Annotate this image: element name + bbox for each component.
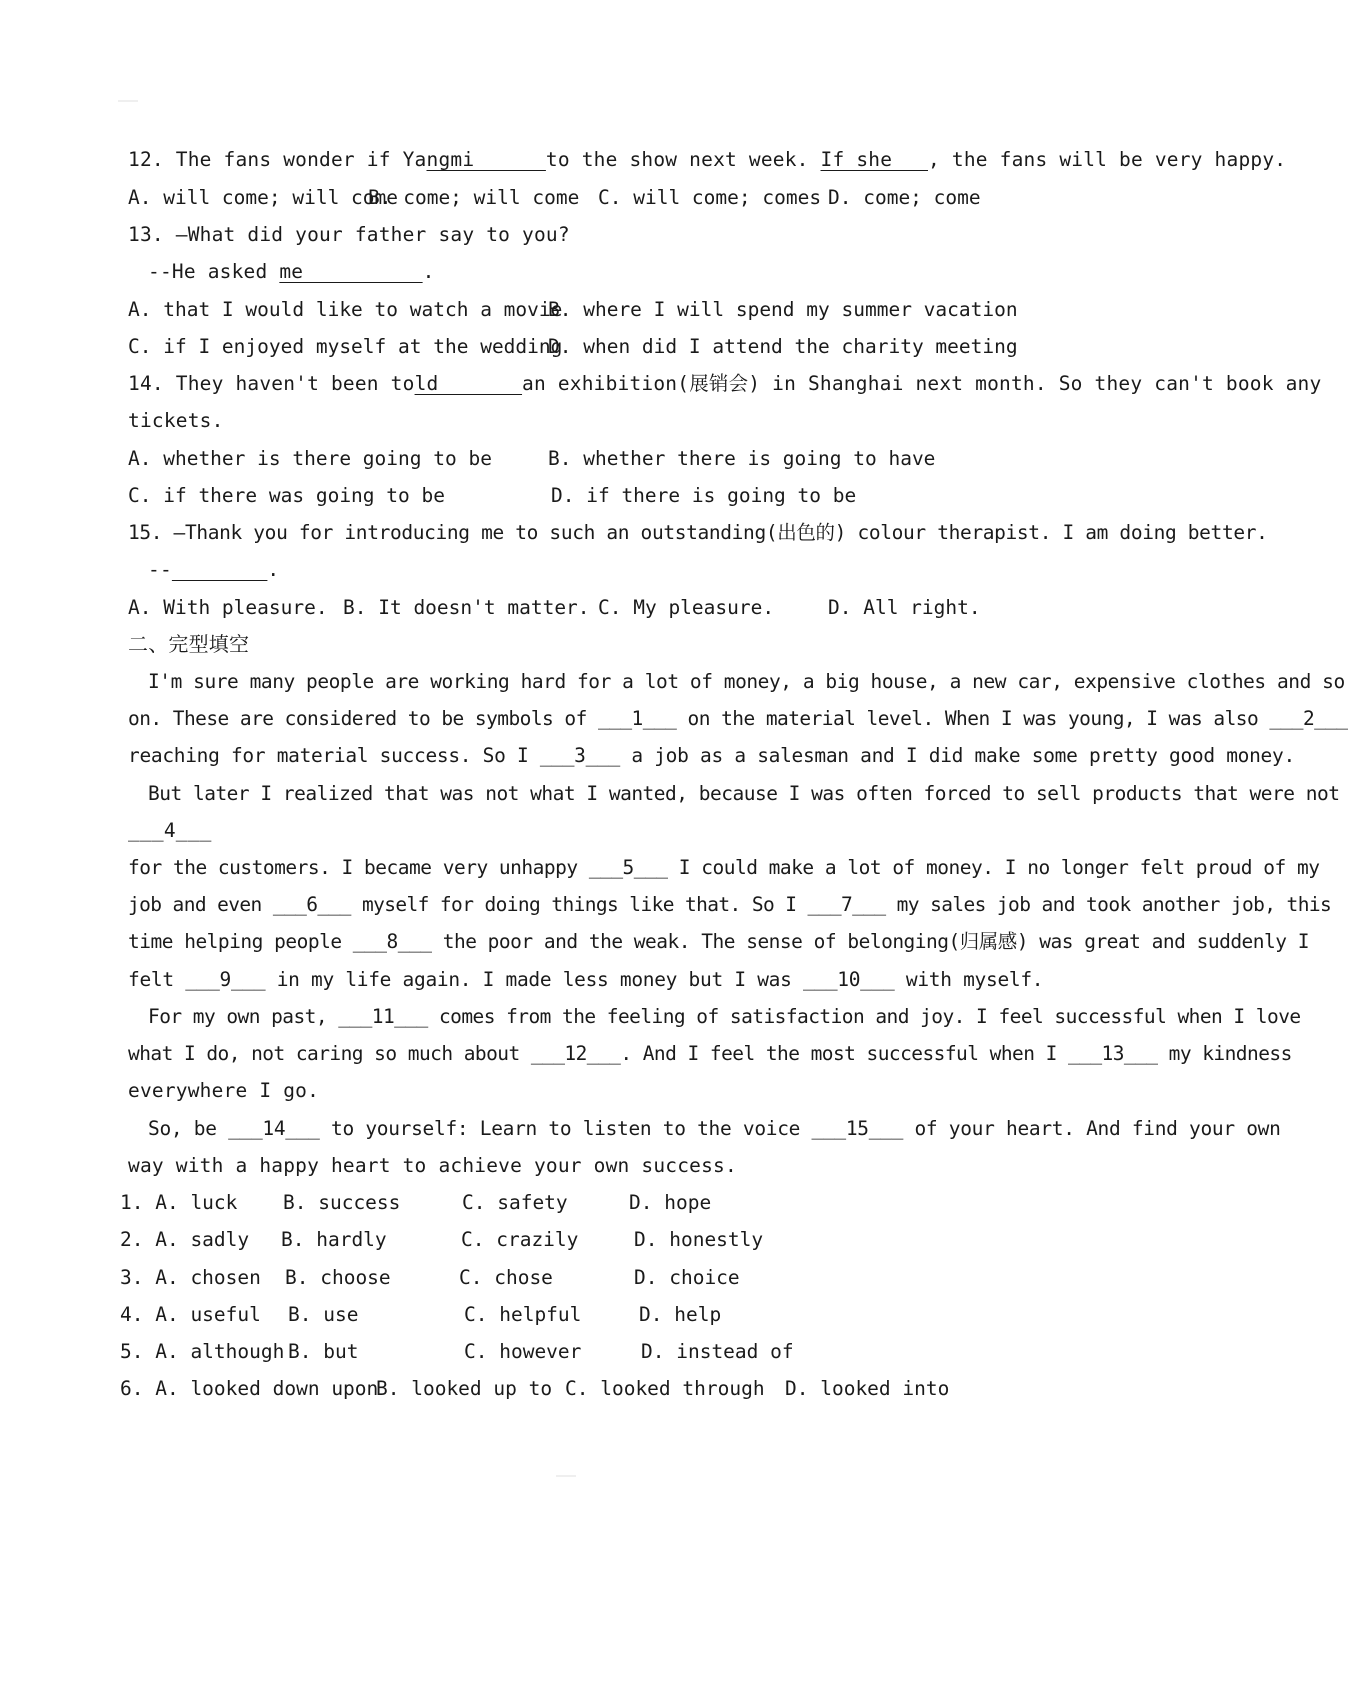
choice-1-b: B. success bbox=[283, 1191, 401, 1214]
q12-option-d: D. come; come bbox=[828, 186, 981, 209]
choice-4-c: C. helpful bbox=[464, 1303, 582, 1326]
passage-line-9: felt ___9___ in my life again. I made less money but I was ___10___ with myself. bbox=[128, 968, 1044, 991]
choice-6-a: 6. A. looked down upon bbox=[120, 1377, 379, 1400]
passage-line-6: for the customers. I became very unhappy ___5___ I could make a lot of money. I no longer felt proud of my bbox=[128, 856, 1320, 879]
choice-3-c: C. chose bbox=[459, 1266, 553, 1289]
question-12 bbox=[128, 148, 1286, 172]
question-14 bbox=[128, 372, 1321, 396]
q12-blank-1: ngmi bbox=[426, 148, 546, 171]
question-15: 15. —Thank you for introducing me to such an outstanding(出色的) colour therapist. I am doing better. bbox=[128, 521, 1268, 544]
passage-line-5: ___4___ bbox=[128, 819, 212, 842]
passage-line-11: what I do, not caring so much about ___12___. And I feel the most successful when I ___13___ my kindness bbox=[128, 1042, 1292, 1065]
q14-text-c: an exhibition(展销会) in Shanghai next month. So they can't book any bbox=[522, 372, 1322, 395]
passage-line-10: For my own past, ___11___ comes from the feeling of satisfaction and joy. I feel successful when I love bbox=[148, 1005, 1301, 1028]
section-2-title: 二、完型填空 bbox=[128, 632, 250, 656]
choice-2-b: B. hardly bbox=[281, 1228, 387, 1251]
q14-option-a: A. whether is there going to be bbox=[128, 447, 492, 470]
q12-blank-2: If she bbox=[820, 148, 928, 171]
q13-blank: me bbox=[279, 260, 423, 283]
choice-1-c: C. safety bbox=[462, 1191, 568, 1214]
q13-option-b: B. where I will spend my summer vacation bbox=[548, 298, 1018, 321]
passage-line-12: everywhere I go. bbox=[128, 1079, 320, 1102]
choice-4-a: 4. A. useful bbox=[120, 1303, 261, 1326]
q12-text-c: to the show next week. bbox=[545, 148, 821, 171]
passage-line-13: So, be ___14___ to yourself: Learn to listen to the voice ___15___ of your heart. And find your own bbox=[148, 1117, 1281, 1140]
choice-5-a: 5. A. although bbox=[120, 1340, 285, 1363]
passage-line-1: I'm sure many people are working hard for a lot of money, a big house, a new car, expensive clothes and so bbox=[148, 670, 1345, 693]
choice-5-d: D. instead of bbox=[641, 1340, 794, 1363]
choice-3-a: 3. A. chosen bbox=[120, 1266, 261, 1289]
choice-2-c: C. crazily bbox=[461, 1228, 579, 1251]
choice-3-b: B. choose bbox=[285, 1266, 391, 1289]
choice-6-b: B. looked up to bbox=[376, 1377, 553, 1400]
q15-text-a: -- bbox=[148, 558, 172, 581]
q12-text-a: 12. The fans wonder if Ya bbox=[128, 148, 427, 171]
passage-line-14: way with a happy heart to achieve your own success. bbox=[128, 1154, 737, 1177]
passage-line-7: job and even ___6___ myself for doing things like that. So I ___7___ my sales job and took another job, this bbox=[128, 893, 1332, 916]
choice-6-d: D. looked into bbox=[785, 1377, 950, 1400]
q15-answer-line bbox=[148, 558, 279, 582]
choice-4-b: B. use bbox=[288, 1303, 359, 1326]
choice-1-d: D. hope bbox=[629, 1191, 712, 1214]
q12-option-a: A. will come; will come bbox=[128, 186, 399, 209]
choice-2-d: D. honestly bbox=[634, 1228, 764, 1251]
q12-option-c: C. will come; comes bbox=[598, 186, 822, 209]
q13-option-a: A. that I would like to watch a movie bbox=[128, 298, 563, 321]
q14-option-b: B. whether there is going to have bbox=[548, 447, 936, 470]
faint-mark bbox=[118, 100, 138, 102]
q14-option-c: C. if there was going to be bbox=[128, 484, 445, 507]
q14-line-2: tickets. bbox=[128, 409, 224, 432]
q14-text-a: 14. They haven't been to bbox=[128, 372, 415, 395]
choice-1-a: 1. A. luck bbox=[120, 1191, 238, 1214]
choice-6-c: C. looked through bbox=[565, 1377, 765, 1400]
q13-text-c: . bbox=[422, 260, 435, 283]
passage-line-3: reaching for material success. So I ___3___ a job as a salesman and I did make some pretty good money. bbox=[128, 744, 1295, 767]
choice-5-b: B. but bbox=[288, 1340, 359, 1363]
q15-text-c: . bbox=[267, 558, 280, 581]
q15-option-c: C. My pleasure. bbox=[598, 596, 775, 619]
passage-line-4: But later I realized that was not what I wanted, because I was often forced to sell products that were not bbox=[148, 782, 1340, 805]
choice-4-d: D. help bbox=[639, 1303, 722, 1326]
q15-blank bbox=[172, 558, 268, 581]
q13-option-c: C. if I enjoyed myself at the wedding bbox=[128, 335, 563, 358]
q12-option-b: B. come; will come bbox=[368, 186, 580, 209]
choice-5-c: C. however bbox=[464, 1340, 582, 1363]
q15-option-d: D. All right. bbox=[828, 596, 981, 619]
faint-mark bbox=[556, 1475, 576, 1477]
q14-option-d: D. if there is going to be bbox=[551, 484, 857, 507]
q15-option-a: A. With pleasure. bbox=[128, 596, 328, 619]
passage-line-2: on. These are considered to be symbols of ___1___ on the material level. When I was young, I was also ___2___ bbox=[128, 707, 1348, 730]
q12-text-e: , the fans will be very happy. bbox=[928, 148, 1287, 171]
q13-text-a: --He asked bbox=[148, 260, 280, 283]
choice-3-d: D. choice bbox=[634, 1266, 740, 1289]
question-13: 13. —What did your father say to you? bbox=[128, 223, 570, 246]
passage-line-8: time helping people ___8___ the poor and the weak. The sense of belonging(归属感) was great and suddenly I bbox=[128, 930, 1309, 953]
q13-option-d: D. when did I attend the charity meeting bbox=[548, 335, 1018, 358]
q14-blank: ld bbox=[414, 372, 523, 395]
q15-option-b: B. It doesn't matter. bbox=[343, 596, 590, 619]
q13-answer-line bbox=[148, 260, 435, 284]
choice-2-a: 2. A. sadly bbox=[120, 1228, 250, 1251]
